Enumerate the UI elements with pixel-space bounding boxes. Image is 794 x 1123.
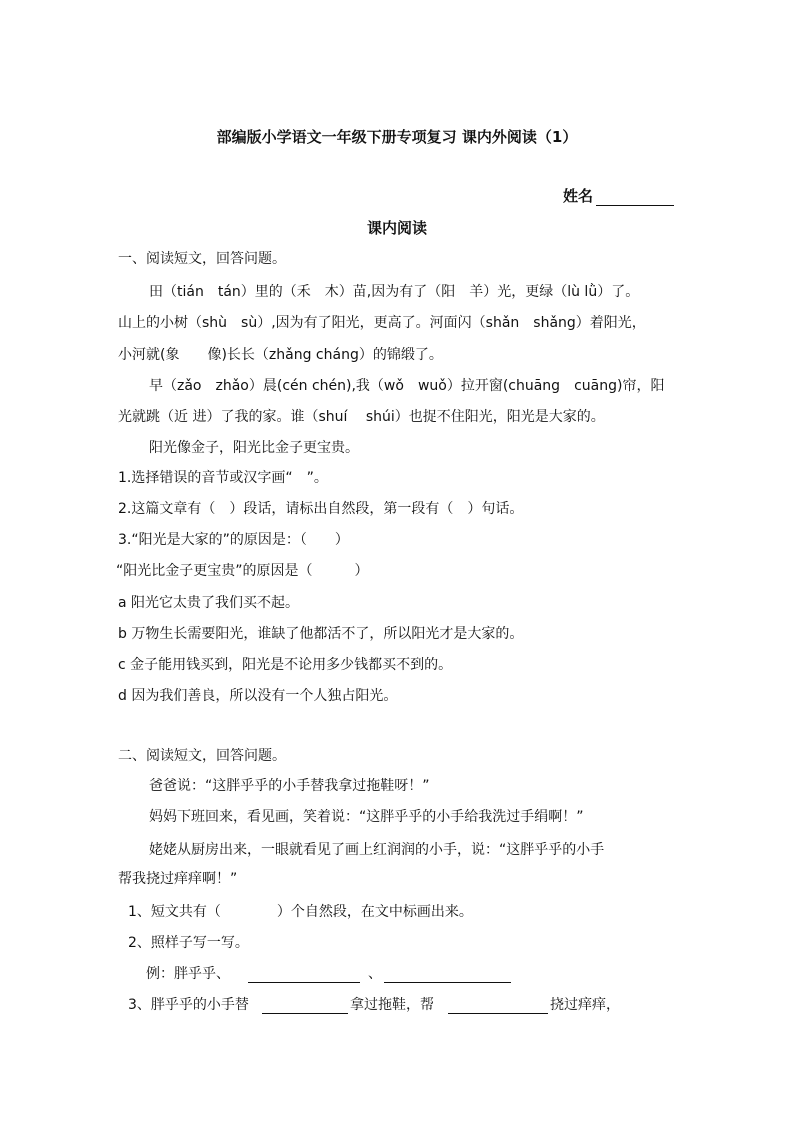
part2-question-3-start: 3、胖乎乎的小手替 xyxy=(128,997,249,1013)
question-3b: “阳光比金子更宝贵”的原因是（ ） xyxy=(116,563,369,579)
q3-blank-2[interactable] xyxy=(448,1013,548,1014)
name-label: 姓名 xyxy=(563,187,594,205)
part2-question-3-end: 挠过痒痒， xyxy=(550,997,620,1013)
option-d: d 因为我们善良，所以没有一个人独占阳光。 xyxy=(118,688,398,704)
example-blank-1[interactable] xyxy=(248,982,360,983)
passage1-line: 小河就(象 像)长长（zhǎng cháng）的锦缎了。 xyxy=(118,347,443,363)
passage2-line: 姥姥从厨房出来，一眼就看见了画上红润润的小手，说：“这胖乎乎的小手 xyxy=(149,842,605,858)
passage1-line: 光就跳（近 进）了我的家。谁（shuí shúi）也捉不住阳光，阳光是大家的。 xyxy=(118,409,605,425)
section-title: 课内阅读 xyxy=(366,219,427,237)
passage1-line: 山上的小树（shù sù）,因为有了阳光，更高了。河面闪（shǎn shǎng）着阳光， xyxy=(118,315,646,331)
passage1-line: 田（tián tán）里的（禾 木）苗,因为有了（阳 羊）光，更绿（lù lǜ）了。 xyxy=(149,284,640,300)
part2-heading: 二、阅读短文，回答问题。 xyxy=(118,748,286,764)
passage2-line: 帮我挠过痒痒啊！” xyxy=(118,871,238,887)
example-blank-2[interactable] xyxy=(384,982,511,983)
part2-question-1: 1、短文共有（ ）个自然段，在文中标画出来。 xyxy=(128,904,473,920)
example-label: 例：胖乎乎、 xyxy=(146,966,230,982)
example-separator: 、 xyxy=(368,966,382,982)
question-1: 1.选择错误的音节或汉字画“ ”。 xyxy=(118,470,328,486)
name-blank[interactable] xyxy=(596,205,674,206)
passage2-line: 爸爸说：“这胖乎乎的小手替我拿过拖鞋呀！” xyxy=(149,778,430,794)
part2-question-3-middle: 拿过拖鞋，帮 xyxy=(350,997,434,1013)
passage1-line: 早（zǎo zhǎo）晨(cén chén),我（wǒ wuǒ）拉开窗(chuāng cuāng)帘，阳 xyxy=(149,378,665,394)
part1-heading: 一、阅读短文，回答问题。 xyxy=(118,251,286,267)
option-c: c 金子能用钱买到，阳光是不论用多少钱都买不到的。 xyxy=(118,657,453,673)
question-2: 2.这篇文章有（ ）段话，请标出自然段，第一段有（ ）句话。 xyxy=(118,501,524,517)
q3-blank-1[interactable] xyxy=(262,1013,348,1014)
passage2-line: 妈妈下班回来，看见画，笑着说：“这胖乎乎的小手给我洗过手绢啊！” xyxy=(149,809,584,825)
option-a: a 阳光它太贵了我们买不起。 xyxy=(118,595,300,611)
part2-question-2: 2、照样子写一写。 xyxy=(128,935,249,951)
question-3a: 3.“阳光是大家的”的原因是：（ ） xyxy=(118,532,349,548)
page-title: 部编版小学语文一年级下册专项复习 课内外阅读（1） xyxy=(216,128,578,146)
passage1-line: 阳光像金子，阳光比金子更宝贵。 xyxy=(149,440,359,456)
option-b: b 万物生长需要阳光，谁缺了他都活不了，所以阳光才是大家的。 xyxy=(118,626,524,642)
